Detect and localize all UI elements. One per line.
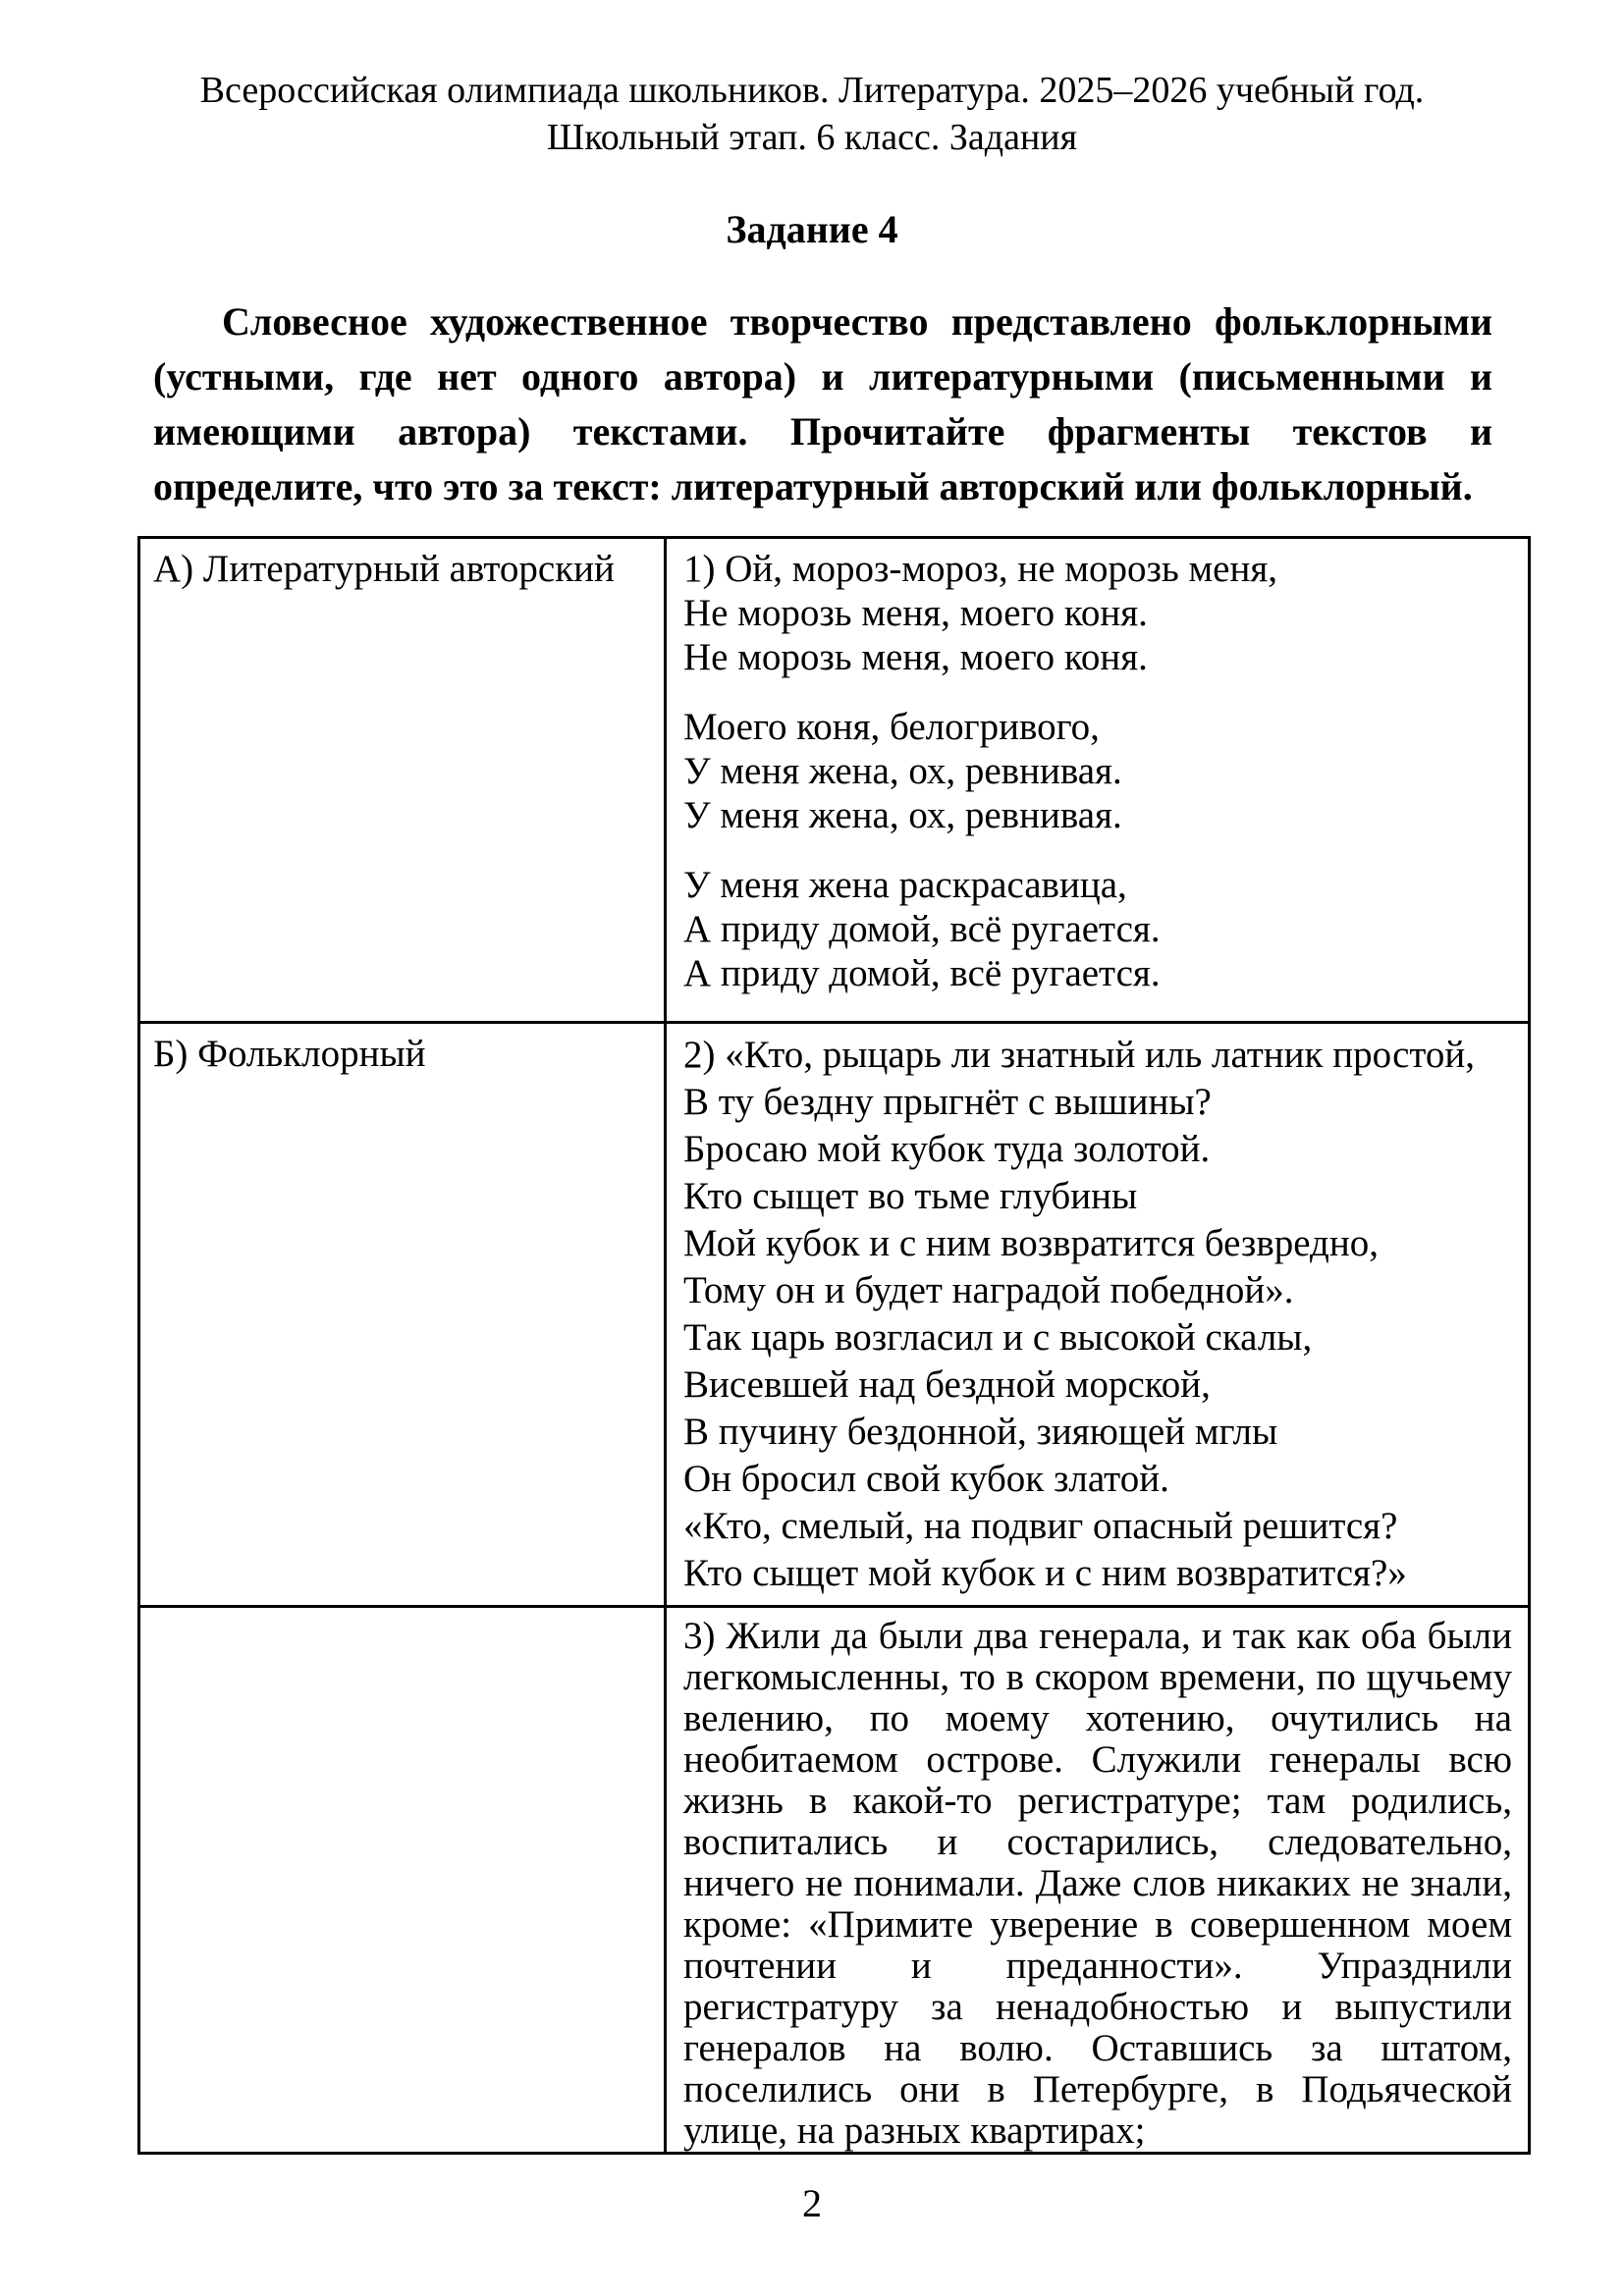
table-row bbox=[139, 1023, 1530, 1607]
verse-line: 2) «Кто, рыцарь ли знатный иль латник простой, bbox=[683, 1034, 1476, 1076]
table-row bbox=[139, 538, 1530, 1023]
verse-line: У меня жена раскрасавица, bbox=[683, 864, 1127, 906]
verse-stanza bbox=[683, 547, 1512, 679]
verse-line: Не морозь меня, моего коня. bbox=[683, 636, 1148, 678]
verse-stanza bbox=[683, 1032, 1512, 1597]
verse-line: Моего коня, белогривого, bbox=[683, 706, 1100, 748]
verse-line: Так царь возгласил и с высокой скалы, bbox=[683, 1316, 1313, 1359]
verse-stanza bbox=[683, 705, 1512, 837]
verse-line: А приду домой, всё ругается. bbox=[683, 908, 1161, 950]
verse-line: У меня жена, ох, ревнивая. bbox=[683, 794, 1122, 836]
fragment-cell bbox=[666, 538, 1530, 1023]
table-row bbox=[139, 1607, 1530, 2154]
verse-line: Мой кубок и с ним возвратится безвредно, bbox=[683, 1222, 1379, 1264]
option-label-cell: А) Литературный авторский bbox=[139, 538, 666, 1023]
verse-line: Висевшей над бездной морской, bbox=[683, 1363, 1211, 1406]
header-line-2: Школьный этап. 6 класс. Задания bbox=[546, 117, 1078, 158]
task-title: Задание 4 bbox=[726, 207, 898, 251]
verse-line: «Кто, смелый, на подвиг опасный решится? bbox=[683, 1505, 1398, 1547]
verse-line: Бросаю мой кубок туда золотой. bbox=[683, 1128, 1211, 1170]
option-label-cell: Б) Фольклорный bbox=[139, 1023, 666, 1607]
prose-fragment: 3) Жили да были два генерала, и так как оба были легкомысленны, то в скором времени, по щучьему велению, по моему хотению, очутились на необитаемом острове. Служили генералы всю жизнь в какой-то регистратуре; там родились, воспитались и состарились, следовательно, ничего не понимали. Даже слов никаких не знали, кроме: «Примите уверение в совершенном моем почтении и преданности». Упразднили регистратуру за ненадобностью и выпустили генералов на волю. Оставшись за штатом, поселились они в Петербурге, в Подьяческой улице, на разных квартирах; bbox=[683, 1615, 1512, 2152]
matching-table bbox=[137, 536, 1531, 2155]
page-number: 2 bbox=[802, 2181, 822, 2225]
verse-line: Он бросил свой кубок златой. bbox=[683, 1458, 1169, 1500]
page-header bbox=[0, 0, 1624, 161]
verse-line: В пучину бездонной, зияющей мглы bbox=[683, 1411, 1278, 1453]
verse-line: Кто сыщет во тьме глубины bbox=[683, 1175, 1138, 1217]
verse-line: Не морозь меня, моего коня. bbox=[683, 592, 1148, 634]
verse-line: Тому он и будет наградой победной». bbox=[683, 1269, 1294, 1311]
verse-stanza bbox=[683, 863, 1512, 995]
fragment-cell bbox=[666, 1023, 1530, 1607]
fragment-cell bbox=[666, 1607, 1530, 2154]
verse-line: А приду домой, всё ругается. bbox=[683, 952, 1161, 994]
header-line-1: Всероссийская олимпиада школьников. Литература. 2025–2026 учебный год. bbox=[199, 70, 1425, 111]
verse-line: В ту бездну прыгнёт с вышины? bbox=[683, 1081, 1212, 1123]
verse-line: Кто сыщет мой кубок и с ним возвратится?» bbox=[683, 1552, 1407, 1594]
option-label-cell bbox=[139, 1607, 666, 2154]
verse-line: У меня жена, ох, ревнивая. bbox=[683, 750, 1122, 792]
verse-line: 1) Ой, мороз-мороз, не морозь меня, bbox=[683, 548, 1278, 590]
intro-paragraph: Словесное художественное творчество представлено фольклорными (устными, где нет одного автора) и литературными (письменными и имеющими автора) текстами. Прочитайте фрагменты текстов и определите, что это за текст: литературный авторский или фольклорный. bbox=[153, 299, 1492, 508]
